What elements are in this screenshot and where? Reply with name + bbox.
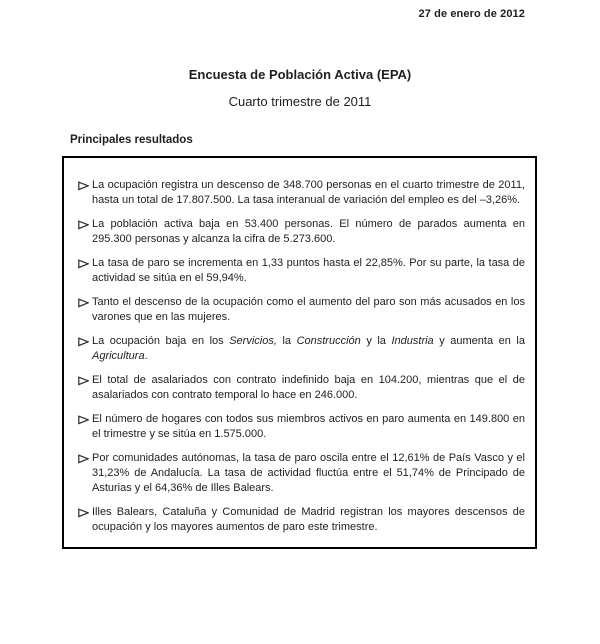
arrow-bullet-icon — [78, 373, 92, 386]
bullet-text-segment: Servicios, — [229, 335, 277, 347]
arrow-bullet-icon — [78, 217, 92, 230]
bullet-text: Illes Balears, Cataluña y Comunidad de Madrid registran los mayores descensos de ocupación y los mayores aumentos de paro este trimestre. — [92, 506, 525, 533]
arrow-bullet-icon — [78, 256, 92, 269]
arrow-bullet-icon — [78, 334, 92, 347]
section-heading: Principales resultados — [70, 134, 193, 146]
bullet-text — [92, 334, 525, 364]
bullet-text-segment: . — [144, 350, 148, 362]
bullet-text: Por comunidades autónomas, la tasa de paro oscila entre el 12,61% de País Vasco y el 31,23% de Andalucía. La tasa de actividad fluctúa entre el 51,74% de Principado de Asturias y el 64,36% de Illes Balears. — [92, 452, 525, 494]
bullet-text: La tasa de paro se incrementa en 1,33 puntos hasta el 22,85%. Por su parte, la tasa de actividad se sitúa en el 59,94%. — [92, 257, 525, 284]
bullet-text-segment: Industria — [391, 335, 434, 347]
bullet-text-segment: la — [276, 335, 297, 347]
arrow-bullet-icon — [78, 505, 92, 518]
arrow-bullet-icon — [78, 178, 92, 191]
bullet-item — [78, 178, 525, 208]
bullet-item — [78, 334, 525, 364]
bullet-text-segment: Construcción — [296, 335, 361, 347]
bullet-item — [78, 373, 525, 403]
document-date: 27 de enero de 2012 — [418, 8, 525, 20]
document-title: Encuesta de Población Activa (EPA) — [188, 67, 412, 82]
bullet-text: La ocupación registra un descenso de 348.700 personas en el cuarto trimestre de 2011, hasta un total de 17.807.500. La tasa interanual de variación del empleo es del –3,26%. — [92, 179, 525, 206]
document-subtitle: Cuarto trimestre de 2011 — [228, 94, 372, 109]
bullet-item — [78, 451, 525, 496]
bullet-text-segment: La ocupación baja en los — [92, 335, 230, 347]
bullet-item — [78, 295, 525, 325]
bullet-item — [78, 412, 525, 442]
bullet-text-segment: Agricultura — [92, 350, 145, 362]
arrow-bullet-icon — [78, 295, 92, 308]
results-box — [62, 156, 537, 549]
bullet-item — [78, 505, 525, 535]
bullet-text-segment: y aumenta en la — [433, 335, 525, 347]
bullet-text-segment: y la — [360, 335, 392, 347]
bullet-text: Tanto el descenso de la ocupación como el aumento del paro son más acusados en los varones que en las mujeres. — [92, 296, 525, 323]
bullet-text: El total de asalariados con contrato indefinido baja en 104.200, mientras que el de asalariados con contrato temporal lo hace en 246.000. — [92, 374, 525, 401]
arrow-bullet-icon — [78, 412, 92, 425]
bullet-text: La población activa baja en 53.400 personas. El número de parados aumenta en 295.300 personas y alcanza la cifra de 5.273.600. — [92, 218, 525, 245]
arrow-bullet-icon — [78, 451, 92, 464]
bullet-item — [78, 256, 525, 286]
bullet-item — [78, 217, 525, 247]
bullet-text: El número de hogares con todos sus miembros activos en paro aumenta en 149.800 en el trimestre y se sitúa en 1.575.000. — [92, 413, 525, 440]
